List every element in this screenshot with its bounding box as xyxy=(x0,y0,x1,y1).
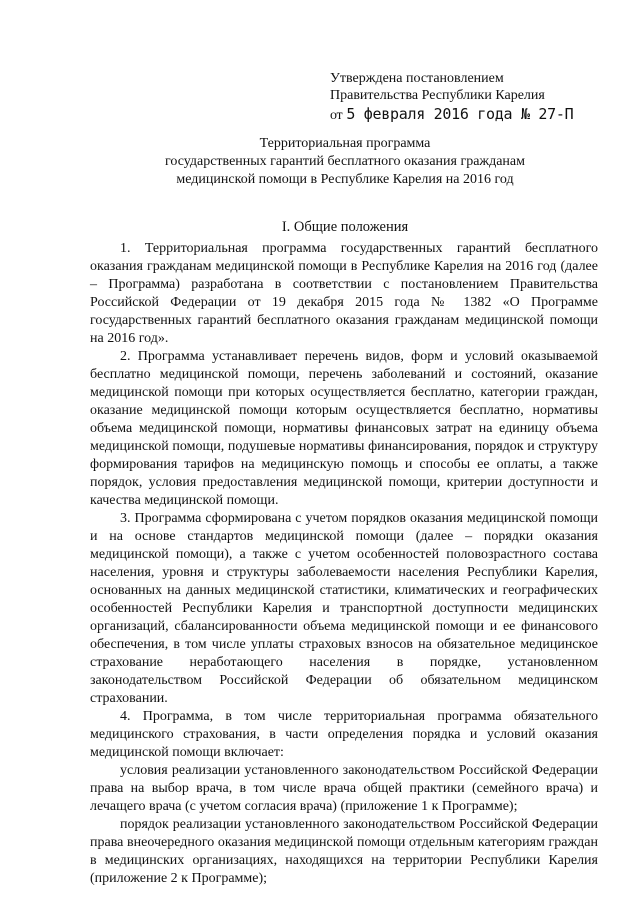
approval-block xyxy=(330,70,630,124)
paragraph-2: 2. Программа устанавливает перечень видов, форм и условий оказываемой бесплатно медицинской помощи, перечень заболеваний и состояний, оказание медицинской помощи при которых осуществляется бесплатно, категории граждан, оказание медицинской помощи которым осуществляется бесплатно, нормативы объема медицинской помощи, нормативы финансовых затрат на единицу объема медицинской помощи, подушевые нормативы финансирования, порядок и структуру формирования тарифов на медицинскую помощь и способы ее оплаты, а также порядок, условия предоставления медицинской помощи, критерии доступности и качества медицинской помощи. xyxy=(90,349,598,508)
section-heading: I. Общие положения xyxy=(281,219,409,235)
paragraph-6: порядок реализации установленного законодательством Российской Федерации права внеочередного оказания медицинской помощи отдельным категориям граждан в медицинских организациях, находящихся на территории Республики Карелия (приложение 2 к Программе); xyxy=(90,817,598,886)
title-line-1: Территориальная программа xyxy=(259,136,431,151)
approval-line-1: Утверждена постановлением xyxy=(330,71,504,86)
title-line-2: государственных гарантий бесплатного оказания гражданам xyxy=(164,154,525,169)
paragraph-3: 3. Программа сформирована с учетом порядков оказания медицинской помощи и на основе стандартов медицинской помощи (далее – порядки оказания медицинской помощи), а также с учетом особенностей половозрастного состава населения, уровня и структуры заболеваемости населения Республики Карелия, основанных на данных медицинской статистики, климатических и географических особенностей Республики Карелия и транспортной доступности медицинских организаций, сбалансированности объема медицинской помощи и ее финансового обеспечения, в том числе уплаты страховых взносов на обязательное медицинское страхование неработающего населения в порядке, установленном законодательством Российской Федерации об обязательном медицинском страховании. xyxy=(90,511,598,706)
paragraph-4: 4. Программа, в том числе территориальная программа обязательного медицинского страхования, в части определения порядка и условий оказания медицинской помощи включает: xyxy=(90,709,598,760)
body-text xyxy=(90,240,598,888)
document-title xyxy=(90,135,600,189)
title-line-3: медицинской помощи в Республике Карелия на 2016 год xyxy=(176,172,514,187)
approval-stamp-text: 5 февраля 2016 года № 27-П xyxy=(346,105,574,123)
paragraph-5: условия реализации установленного законодательством Российской Федерации права на выбор врача, в том числе врача общей практики (семейного врача) и лечащего врача (с учетом согласия врача) (приложение 1 к Программе); xyxy=(90,763,598,814)
paragraph-1: 1. Территориальная программа государственных гарантий бесплатного оказания гражданам медицинской помощи в Республике Карелия на 2016 год (далее – Программа) разработана в соответствии с постановлением Правительства Российской Федерации от 19 декабря 2015 года № 1382 «О Программе государственных гарантий бесплатного оказания гражданам медицинской помощи на 2016 год». xyxy=(90,241,598,346)
approval-prefix: от xyxy=(330,108,343,123)
approval-date-stamp xyxy=(330,106,630,124)
approval-line-2: Правительства Республики Карелия xyxy=(330,88,545,103)
